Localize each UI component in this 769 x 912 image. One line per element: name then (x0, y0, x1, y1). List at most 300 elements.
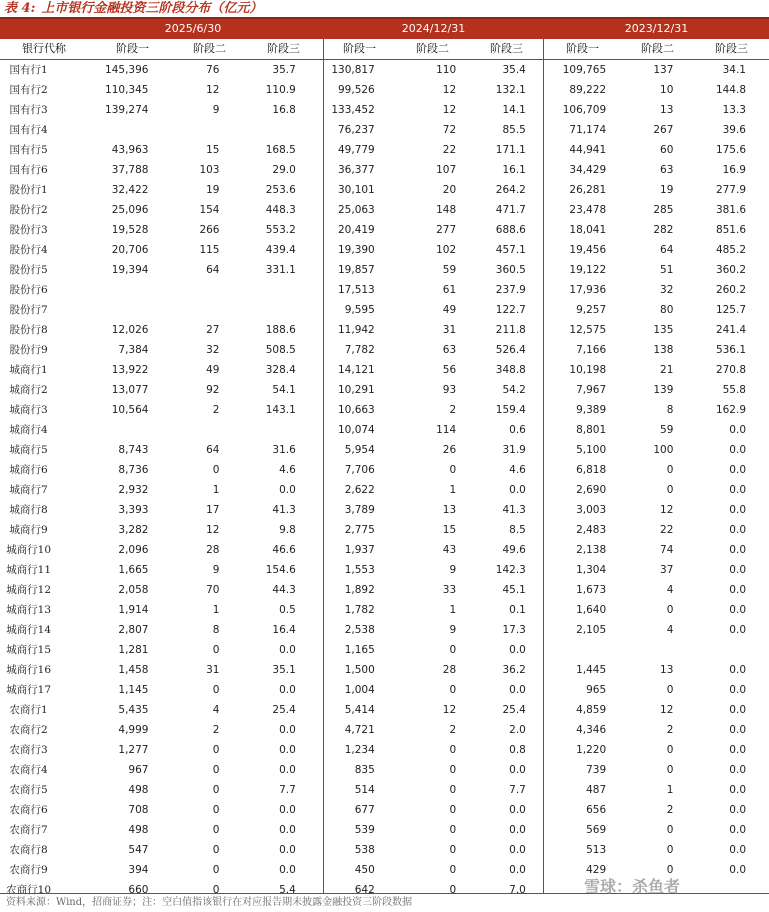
value-cell: 49.6 (502, 544, 526, 556)
value-cell: 277 (436, 224, 457, 236)
value-cell: 0 (666, 604, 674, 616)
bank-name-cell: 城商行9 (9, 524, 48, 536)
value-cell: 1,553 (344, 564, 375, 576)
value-cell: 39.6 (722, 124, 746, 136)
value-cell: 0 (449, 864, 457, 876)
value-cell: 0 (449, 824, 457, 836)
value-cell: 9 (212, 104, 220, 116)
value-cell: 2,483 (576, 524, 607, 536)
value-cell: 25,063 (338, 204, 375, 216)
period-header-row (0, 17, 769, 39)
value-cell (148, 420, 219, 440)
table-row (0, 180, 769, 200)
value-cell: 0.0 (509, 644, 526, 656)
value-cell: 99,526 (338, 84, 375, 96)
value-cell: 498 (128, 824, 149, 836)
value-cell: 1,782 (344, 604, 375, 616)
value-cell: 15 (206, 144, 220, 156)
value-cell: 1 (212, 484, 220, 496)
value-cell: 1,500 (344, 664, 375, 676)
value-cell: 154 (199, 204, 220, 216)
watermark: 雪球：杀鱼者 (584, 877, 681, 896)
value-cell: 0.0 (509, 864, 526, 876)
bank-name-cell: 国有行6 (9, 164, 48, 176)
value-cell: 0 (449, 764, 457, 776)
value-cell: 10,198 (569, 364, 607, 376)
value-cell: 17,936 (569, 284, 607, 296)
value-cell: 739 (586, 764, 607, 776)
value-cell: 59 (442, 264, 457, 276)
col-header-2025-s2: 阶段二 (193, 42, 226, 55)
value-cell: 102 (436, 244, 457, 256)
value-cell: 14,121 (338, 364, 375, 376)
value-cell: 106,709 (562, 104, 607, 116)
value-cell: 16.1 (502, 164, 526, 176)
table-row (0, 340, 769, 360)
value-cell (219, 300, 313, 320)
value-cell: 0.0 (279, 644, 296, 656)
value-cell: 2 (666, 804, 674, 816)
value-cell: 285 (653, 204, 674, 216)
value-cell: 41.3 (272, 504, 296, 516)
value-cell: 93 (442, 384, 457, 396)
value-cell: 2,775 (344, 524, 375, 536)
value-cell (57, 280, 148, 300)
value-cell: 115 (199, 244, 220, 256)
value-cell: 143.1 (265, 404, 296, 416)
value-cell: 3,393 (118, 504, 149, 516)
source-note: 资料来源：Wind，招商证券；注：空白值指该银行在对应报告期未披露金融投资三阶段数据 (6, 897, 413, 908)
period-header-2024: 2024/12/31 (401, 22, 466, 35)
value-cell: 448.3 (265, 204, 296, 216)
value-cell: 49 (442, 304, 457, 316)
table-row (0, 100, 769, 120)
value-cell: 0.0 (279, 484, 296, 496)
value-cell: 2 (449, 404, 457, 416)
value-cell: 35.4 (502, 64, 526, 76)
table-row (0, 500, 769, 520)
bank-name-cell: 城商行6 (9, 464, 48, 476)
value-cell: 16.4 (272, 624, 296, 636)
value-cell: 148 (436, 204, 457, 216)
value-cell: 35.1 (272, 664, 296, 676)
table-row (0, 740, 769, 760)
bank-name-cell: 城商行1 (9, 364, 48, 376)
value-cell: 9 (212, 564, 220, 576)
period-header-2025: 2025/6/30 (164, 22, 222, 35)
value-cell: 14.1 (502, 104, 526, 116)
value-cell: 13,922 (111, 364, 149, 376)
value-cell: 965 (586, 684, 607, 696)
value-cell: 0.0 (729, 764, 746, 776)
value-cell: 135 (653, 324, 674, 336)
value-cell: 37,788 (111, 164, 149, 176)
value-cell: 5,100 (576, 444, 607, 456)
value-cell: 19,122 (569, 264, 607, 276)
bank-name-cell: 股份行6 (9, 284, 48, 296)
value-cell: 109,765 (562, 64, 607, 76)
value-cell: 0.0 (729, 564, 746, 576)
value-cell: 4.6 (279, 464, 296, 476)
value-cell: 71,174 (569, 124, 607, 136)
value-cell: 360.2 (715, 264, 746, 276)
value-cell: 513 (586, 844, 607, 856)
value-cell: 133,452 (331, 104, 375, 116)
bank-name-cell: 城商行2 (9, 384, 48, 396)
value-cell: 348.8 (495, 364, 526, 376)
value-cell: 7.0 (509, 884, 526, 896)
value-cell: 211.8 (495, 324, 526, 336)
value-cell: 103 (199, 164, 220, 176)
value-cell: 5,435 (118, 704, 149, 716)
value-cell: 1,640 (576, 604, 607, 616)
value-cell: 0 (666, 824, 674, 836)
value-cell: 29.0 (272, 164, 296, 176)
value-cell: 0.0 (509, 804, 526, 816)
value-cell: 21 (660, 364, 674, 376)
value-cell: 12 (206, 84, 220, 96)
col-header-bank: 银行代称 (22, 42, 66, 55)
value-cell (148, 280, 219, 300)
value-cell: 13 (442, 504, 457, 516)
value-cell: 10 (660, 84, 674, 96)
value-cell: 2 (212, 724, 220, 736)
table-row (0, 240, 769, 260)
bank-name-cell: 城商行14 (6, 624, 52, 636)
value-cell: 270.8 (715, 364, 746, 376)
table-row (0, 820, 769, 840)
value-cell: 17.3 (502, 624, 526, 636)
value-cell: 498 (128, 784, 149, 796)
table-row (0, 320, 769, 340)
value-cell: 51 (660, 264, 674, 276)
value-cell: 508.5 (265, 344, 296, 356)
value-cell: 0.0 (509, 764, 526, 776)
value-cell: 514 (354, 784, 375, 796)
value-cell: 72 (442, 124, 457, 136)
value-cell: 526.4 (495, 344, 526, 356)
value-cell: 2,622 (344, 484, 375, 496)
value-cell: 277.9 (715, 184, 746, 196)
value-cell: 0 (666, 684, 674, 696)
value-cell (551, 640, 606, 660)
value-cell: 1,281 (118, 644, 149, 656)
value-cell: 0.0 (729, 744, 746, 756)
value-cell: 8.5 (509, 524, 526, 536)
value-cell: 162.9 (715, 404, 746, 416)
value-cell: 835 (354, 764, 375, 776)
value-cell: 22 (442, 144, 457, 156)
value-cell: 264.2 (495, 184, 526, 196)
value-cell: 32 (206, 344, 220, 356)
value-cell: 12 (660, 704, 674, 716)
value-cell: 9 (449, 564, 457, 576)
value-cell: 8,736 (118, 464, 149, 476)
value-cell: 9 (449, 624, 457, 636)
value-cell: 0.0 (729, 824, 746, 836)
bank-name-cell: 国有行1 (9, 64, 48, 76)
table-row (0, 600, 769, 620)
bank-name-cell: 股份行9 (9, 344, 48, 356)
value-cell: 0.0 (729, 784, 746, 796)
value-cell: 1,914 (118, 604, 149, 616)
bank-name-cell: 农商行3 (9, 744, 48, 756)
value-cell: 74 (660, 544, 674, 556)
value-cell: 60 (660, 144, 674, 156)
value-cell: 0 (449, 464, 457, 476)
period-header-2023: 2023/12/31 (624, 22, 689, 35)
value-cell: 20,706 (111, 244, 149, 256)
value-cell: 12 (442, 104, 457, 116)
value-cell: 54.1 (272, 384, 296, 396)
bank-name-cell: 城商行13 (6, 604, 52, 616)
value-cell: 2,932 (118, 484, 149, 496)
value-cell: 2,096 (118, 544, 149, 556)
value-cell: 241.4 (715, 324, 746, 336)
value-cell: 16.8 (272, 104, 296, 116)
value-cell: 0.0 (279, 824, 296, 836)
value-cell: 0.6 (509, 424, 526, 436)
value-cell: 0.0 (509, 484, 526, 496)
value-cell: 0 (449, 684, 457, 696)
value-cell: 70 (206, 584, 220, 596)
value-cell: 34,429 (569, 164, 607, 176)
bank-name-cell: 农商行5 (9, 784, 48, 796)
value-cell (673, 640, 769, 660)
value-cell: 328.4 (265, 364, 296, 376)
bank-name-cell: 城商行3 (9, 404, 48, 416)
value-cell: 3,003 (576, 504, 607, 516)
value-cell: 0.0 (729, 524, 746, 536)
value-cell: 0.0 (729, 664, 746, 676)
bank-name-cell: 农商行4 (9, 764, 48, 776)
table-row (0, 800, 769, 820)
value-cell: 1,304 (576, 564, 607, 576)
value-cell: 450 (354, 864, 375, 876)
value-cell: 25.4 (272, 704, 296, 716)
value-cell: 142.3 (495, 564, 526, 576)
value-cell: 80 (660, 304, 674, 316)
value-cell: 708 (128, 804, 149, 816)
value-cell: 49,779 (338, 144, 375, 156)
value-cell: 0 (449, 784, 457, 796)
value-cell: 1,145 (118, 684, 149, 696)
table-row (0, 200, 769, 220)
value-cell: 0.0 (729, 604, 746, 616)
bank-name-cell: 股份行1 (9, 184, 48, 196)
value-cell: 7,782 (344, 344, 375, 356)
bank-name-cell: 城商行7 (9, 484, 48, 496)
value-cell: 2,058 (118, 584, 149, 596)
value-cell: 0.0 (279, 764, 296, 776)
bank-name-cell: 股份行7 (9, 304, 48, 316)
value-cell: 267 (653, 124, 674, 136)
value-cell: 0 (212, 764, 220, 776)
value-cell: 64 (206, 264, 220, 276)
value-cell: 0.0 (729, 584, 746, 596)
value-cell: 7,706 (344, 464, 375, 476)
value-cell: 3,282 (118, 524, 149, 536)
col-header-2025-s3: 阶段三 (267, 42, 300, 55)
value-cell: 0 (449, 844, 457, 856)
value-cell: 0 (212, 644, 220, 656)
value-cell: 9,595 (344, 304, 375, 316)
value-cell: 536.1 (715, 344, 746, 356)
value-cell: 64 (660, 244, 674, 256)
value-cell: 0 (666, 864, 674, 876)
bank-name-cell: 农商行9 (9, 864, 48, 876)
bank-name-cell: 城商行11 (6, 564, 52, 576)
value-cell: 538 (354, 844, 375, 856)
value-cell: 138 (653, 344, 674, 356)
value-cell: 76 (206, 64, 220, 76)
value-cell: 0.0 (279, 844, 296, 856)
value-cell: 35.7 (272, 64, 296, 76)
value-cell: 1,004 (344, 684, 375, 696)
bank-name-cell: 股份行3 (9, 224, 48, 236)
bank-name-cell: 城商行17 (6, 684, 52, 696)
value-cell: 139,274 (105, 104, 149, 116)
value-cell: 569 (586, 824, 607, 836)
value-cell: 0.0 (279, 864, 296, 876)
value-cell: 487 (586, 784, 607, 796)
value-cell: 110 (436, 64, 457, 76)
value-cell: 56 (442, 364, 457, 376)
value-cell: 61 (442, 284, 457, 296)
value-cell: 0.0 (729, 544, 746, 556)
value-cell: 19 (660, 184, 674, 196)
value-cell: 44,941 (569, 144, 607, 156)
bank-name-cell: 股份行2 (9, 204, 48, 216)
value-cell: 553.2 (265, 224, 296, 236)
value-cell: 19,456 (569, 244, 607, 256)
value-cell: 1 (449, 484, 457, 496)
value-cell: 0 (449, 804, 457, 816)
value-cell: 1,673 (576, 584, 607, 596)
bank-name-cell: 国有行2 (9, 84, 48, 96)
value-cell: 0.0 (729, 484, 746, 496)
value-cell: 13 (660, 664, 674, 676)
table-row (0, 580, 769, 600)
value-cell: 11,942 (338, 324, 375, 336)
value-cell: 25,096 (111, 204, 149, 216)
value-cell: 132.1 (495, 84, 526, 96)
value-cell: 28 (206, 544, 220, 556)
value-cell: 471.7 (495, 204, 526, 216)
bank-name-cell: 农商行10 (6, 884, 52, 896)
value-cell: 89,222 (569, 84, 607, 96)
value-cell: 266 (199, 224, 220, 236)
table-row (0, 60, 769, 80)
value-cell: 130,817 (331, 64, 375, 76)
value-cell: 253.6 (265, 184, 296, 196)
value-cell: 7,384 (118, 344, 149, 356)
table-row (0, 620, 769, 640)
value-cell: 4 (666, 624, 674, 636)
value-cell: 9.8 (279, 524, 296, 536)
value-cell: 49 (206, 364, 220, 376)
value-cell: 22 (660, 524, 674, 536)
value-cell: 2,138 (576, 544, 607, 556)
value-cell: 45.1 (502, 584, 526, 596)
value-cell: 46.6 (272, 544, 296, 556)
value-cell: 0.0 (729, 724, 746, 736)
bank-name-cell: 农商行6 (9, 804, 48, 816)
value-cell (219, 280, 313, 300)
table-row (0, 360, 769, 380)
table-row (0, 380, 769, 400)
value-cell (148, 120, 219, 140)
value-cell: 0.0 (729, 444, 746, 456)
value-cell: 33 (442, 584, 457, 596)
table-row (0, 80, 769, 100)
value-cell: 20 (442, 184, 457, 196)
value-cell: 0 (212, 824, 220, 836)
table-number: 表 4: (4, 1, 36, 16)
bank-name-cell: 城商行16 (6, 664, 52, 676)
value-cell: 76,237 (338, 124, 375, 136)
value-cell: 0.0 (729, 864, 746, 876)
value-cell: 0.0 (509, 824, 526, 836)
value-cell: 8 (212, 624, 220, 636)
table-row (0, 300, 769, 320)
value-cell: 110.9 (265, 84, 296, 96)
value-cell: 19,394 (111, 264, 149, 276)
value-cell: 15 (442, 524, 457, 536)
value-cell: 1,445 (576, 664, 607, 676)
value-cell: 0 (449, 744, 457, 756)
value-cell: 25.4 (502, 704, 526, 716)
value-cell: 429 (586, 864, 607, 876)
table-row (0, 220, 769, 240)
value-cell: 656 (586, 804, 607, 816)
value-cell: 4.6 (509, 464, 526, 476)
value-cell: 31.6 (272, 444, 296, 456)
value-cell: 19,390 (338, 244, 375, 256)
value-cell: 1,665 (118, 564, 149, 576)
value-cell: 55.8 (722, 384, 746, 396)
value-cell: 37 (660, 564, 674, 576)
value-cell: 0.0 (279, 744, 296, 756)
value-cell: 31 (442, 324, 457, 336)
value-cell: 0.0 (729, 624, 746, 636)
bank-name-cell: 城商行12 (6, 584, 52, 596)
value-cell: 12 (442, 84, 457, 96)
bank-name-cell: 城商行10 (6, 544, 52, 556)
value-cell: 10,564 (111, 404, 149, 416)
value-cell: 660 (128, 884, 149, 896)
bank-name-cell: 股份行5 (9, 264, 48, 276)
table-row (0, 700, 769, 720)
value-cell: 3,789 (344, 504, 375, 516)
table-caption: 上市银行金融投资三阶段分布（亿元） (41, 1, 263, 16)
value-cell: 59 (660, 424, 674, 436)
value-cell: 145,396 (105, 64, 149, 76)
value-cell: 0 (666, 484, 674, 496)
value-cell: 9,389 (576, 404, 607, 416)
table-row (0, 540, 769, 560)
value-cell: 110,345 (105, 84, 149, 96)
value-cell: 10,291 (338, 384, 375, 396)
value-cell: 64 (206, 444, 220, 456)
value-cell: 688.6 (495, 224, 526, 236)
value-cell: 360.5 (495, 264, 526, 276)
value-cell: 12 (206, 524, 220, 536)
column-header-row (0, 39, 769, 60)
value-cell: 43 (442, 544, 457, 556)
table-row (0, 120, 769, 140)
value-cell: 144.8 (715, 84, 746, 96)
